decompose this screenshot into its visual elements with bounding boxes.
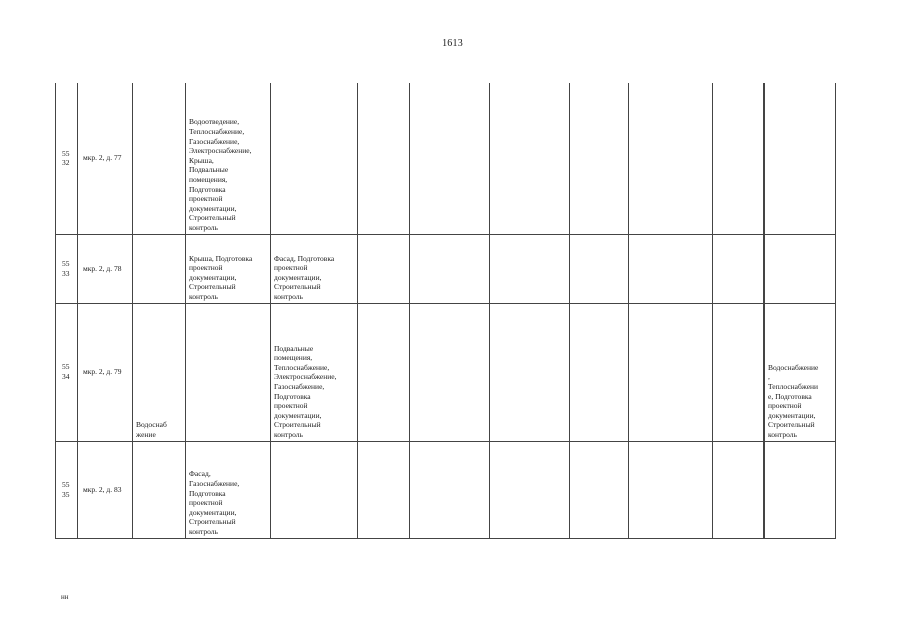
table-cell [629,303,713,441]
table-cell [186,303,271,441]
address-cell: мкр. 2, д. 77 [78,83,133,234]
table-cell [358,441,410,538]
table-cell [358,234,410,303]
table-cell [410,441,490,538]
table-cell [133,234,186,303]
table-cell [490,83,570,234]
works-cell: Фасад, Подготовка проектной документации, Строительный контроль [271,234,358,303]
table-cell [410,303,490,441]
table-cell [490,234,570,303]
row-number-cell: 55 35 [56,441,78,538]
table-row [56,83,836,234]
table-cell [765,234,836,303]
table-cell [133,441,186,538]
table-cell [629,234,713,303]
row-number-cell: 55 33 [56,234,78,303]
works-cell: Крыша, Подготовка проектной документации, Строительный контроль [186,234,271,303]
table-cell [271,83,358,234]
table-row [56,441,836,538]
address-cell: мкр. 2, д. 79 [78,303,133,441]
table-cell [490,441,570,538]
table-cell [629,83,713,234]
row-number-cell: 55 32 [56,83,78,234]
table-cell [133,83,186,234]
table-cell [570,234,629,303]
table-cell [713,234,764,303]
table-cell [765,441,836,538]
works-cell: Фасад, Газоснабжение, Подготовка проектной документации, Строительный контроль [186,441,271,538]
address-cell: мкр. 2, д. 78 [78,234,133,303]
table-cell [713,441,764,538]
works-cell: Водоснабжение , Теплоснабжени е, Подготовка проектной документации, Строительный контроль [765,303,836,441]
table-cell [358,303,410,441]
table-cell [410,83,490,234]
table-cell [490,303,570,441]
table-cell [358,83,410,234]
table-cell [570,441,629,538]
table-cell [713,83,764,234]
works-cell: Подвальные помещения, Теплоснабжение, Электроснабжение, Газоснабжение, Подготовка проектной документации, Строительный контроль [271,303,358,441]
table-cell [570,303,629,441]
address-cell: мкр. 2, д. 83 [78,441,133,538]
table-cell [570,83,629,234]
page-number: 1613 [442,38,463,49]
table-row [56,303,836,441]
works-cell: Водоотведение, Теплоснабжение, Газоснабжение, Электроснабжение, Крыша, Подвальные помещения, Подготовка проектной документации, Строительный контроль [186,83,271,234]
works-cell: Водоснаб жение [133,303,186,441]
table-cell [629,441,713,538]
table-cell [713,303,764,441]
table-cell [765,83,836,234]
works-table [55,83,836,539]
table-row [56,234,836,303]
footer-mark: нн [61,593,69,601]
row-number-cell: 55 34 [56,303,78,441]
table-cell [410,234,490,303]
table-cell [271,441,358,538]
